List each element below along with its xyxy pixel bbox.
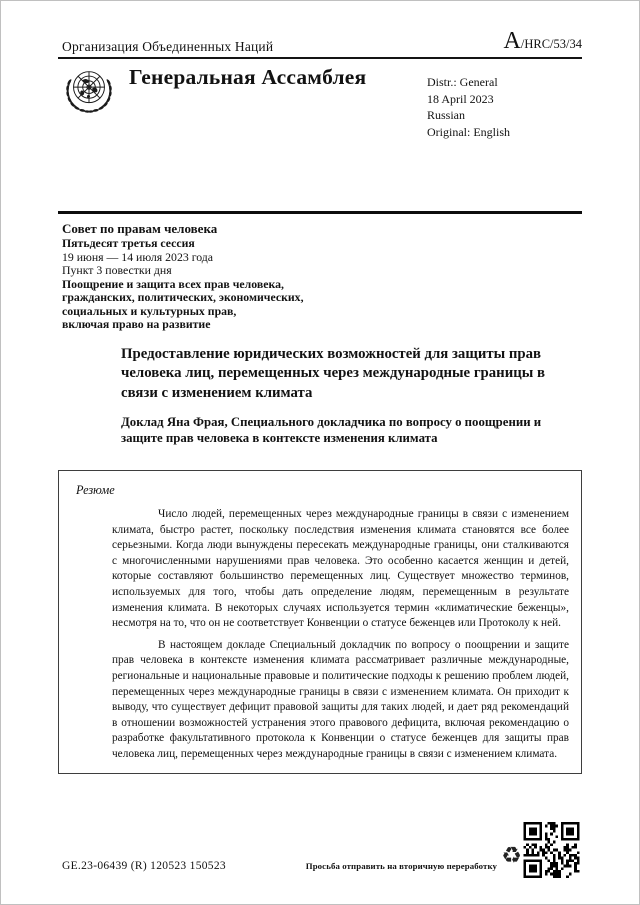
distr-block	[427, 74, 510, 140]
summary-paragraph: Число людей, перемещенных через международные границы в связи с изменением климата, быстро растет, поскольку последствия изменения климата становятся все более серьезными. Когда люди вынуждены пересекать международные границы, они сталкиваются с многочисленными нарушениями прав человека. Это особенно касается женщин и детей, которые составляют большинство перемещенных лиц. Существует множество терминов, используемых для того, чтобы дать определение людям, перемещенным в результате изменения климата. В некоторых случаях используется термин «климатические беженцы», несмотря на то, что он не соответствует Конвенции о статусе беженцев или Протоколу к ней.	[112, 508, 569, 630]
page-title: Генеральная Ассамблея	[129, 65, 367, 89]
language-line: Russian	[427, 108, 466, 122]
session-title: Пятьдесят третья сессия	[62, 236, 195, 250]
report-subtitle: Доклад Яна Фрая, Специального докладчика по вопросу о поощрении и защите прав человека в контексте изменения климата	[121, 415, 542, 445]
doc-symbol	[504, 29, 582, 53]
un-emblem-icon	[60, 63, 118, 121]
recycle-note: Просьба отправить на вторичную переработку	[305, 861, 497, 871]
doc-symbol-rest: /HRC/53/34	[520, 37, 582, 51]
doc-number: GE.23-06439 (R) 120523 150523	[62, 860, 226, 872]
session-dates: 19 июня — 14 июля 2023 года	[62, 249, 214, 264]
section-rule	[58, 211, 582, 214]
report-title: Предоставление юридических возможностей для защиты прав человека лиц, перемещенных через международные границы в связи с изменением климата	[121, 346, 545, 401]
summary-paragraph: В настоящем докладе Специальный докладчик по вопросу о поощрении и защите прав человека в контексте изменения климата рассматривает различные международные, региональные и национальные правовые и политические подходы к решению проблем людей, перемещенных через международные границы в связи с изменением климата. Он приходит к выводу, что существует дефицит правовой защиты для таких людей, и дает ряд рекомендаций в отношении возможностей устранения этого правового дефицита, включая рекомендацию о разработке факультативного протокола к Конвенции о статусе беженцев для защиты прав человека лиц, перемещенных через международные границы в связи с изменением климата.	[112, 638, 569, 760]
header-rule	[58, 57, 582, 59]
summary-box	[58, 470, 582, 774]
summary-paragraphs	[112, 507, 569, 763]
agenda-line: социальных и культурных прав,	[62, 303, 237, 318]
distr-line: Distr.: General	[427, 75, 498, 89]
recycle-icon: ♻	[501, 843, 522, 869]
council-name: Совет по правам человека	[62, 221, 218, 236]
original-line: Original: English	[427, 124, 510, 139]
agenda-line: гражданских, политических, экономических,	[62, 290, 304, 304]
agenda-line: включая право на развитие	[62, 317, 211, 331]
agenda-line: Поощрение и защита всех прав человека,	[62, 276, 284, 291]
summary-label: Резюме	[76, 483, 115, 497]
session-block	[62, 221, 304, 332]
doc-symbol-letter: A	[503, 28, 521, 54]
qr-code-icon	[523, 822, 580, 878]
agenda-item: Пункт 3 повестки дня	[62, 263, 172, 277]
org-name: Организация Объединенных Наций	[62, 39, 274, 54]
date-line: 18 April 2023	[427, 91, 494, 106]
